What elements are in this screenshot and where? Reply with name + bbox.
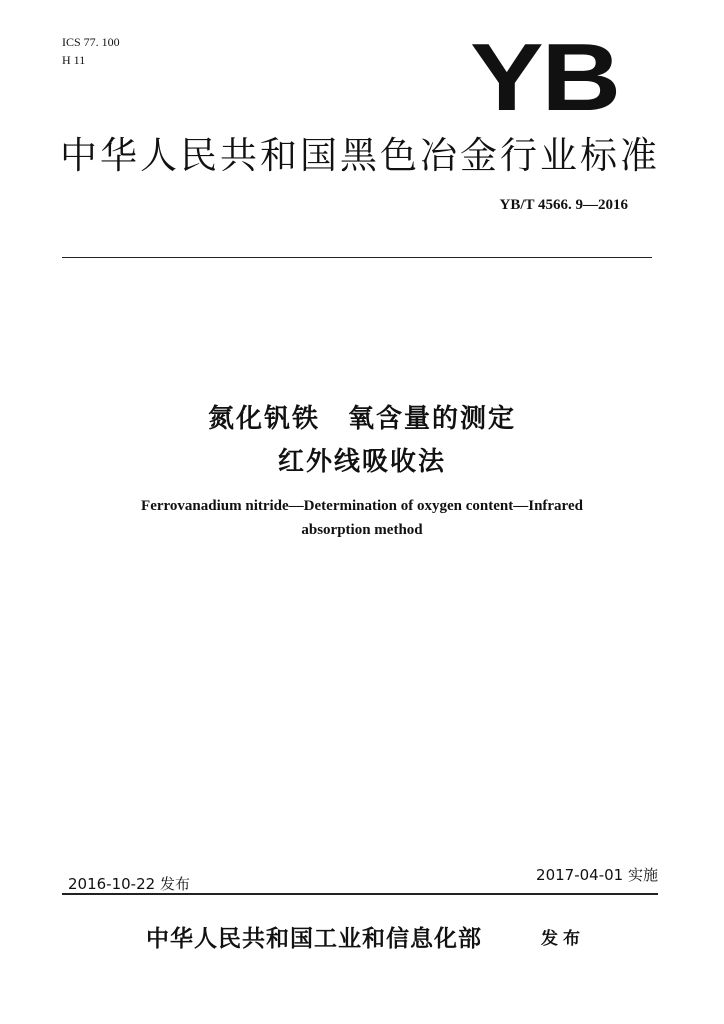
implement-date: 2017-04-01 实施 [536,866,658,884]
en-title-line1: Ferrovanadium nitride—Determination of oxygen content—Infrared [141,498,583,514]
ics-code: ICS 77. 100 [62,35,120,49]
cn-title-line2: 红外线吸收法 [277,447,446,477]
yb-logo: YB [470,24,619,131]
issuer-action: 发布 [541,929,585,949]
classification-code: H 11 [62,53,86,67]
bottom-divider [62,893,658,895]
org-title: 中华人民共和国黑色冶金行业标准 [60,134,660,177]
ics-block [62,33,120,69]
standard-number: YB/T 4566. 9—2016 [499,197,628,213]
top-divider [62,257,652,258]
en-title [100,494,624,542]
issuer-name: 中华人民共和国工业和信息化部 [146,925,482,952]
publish-date: 2016-10-22 发布 [68,875,190,893]
cn-title-line1: 氮化钒铁 氧含量的测定 [207,404,516,434]
en-title-line2: absorption method [301,522,423,538]
